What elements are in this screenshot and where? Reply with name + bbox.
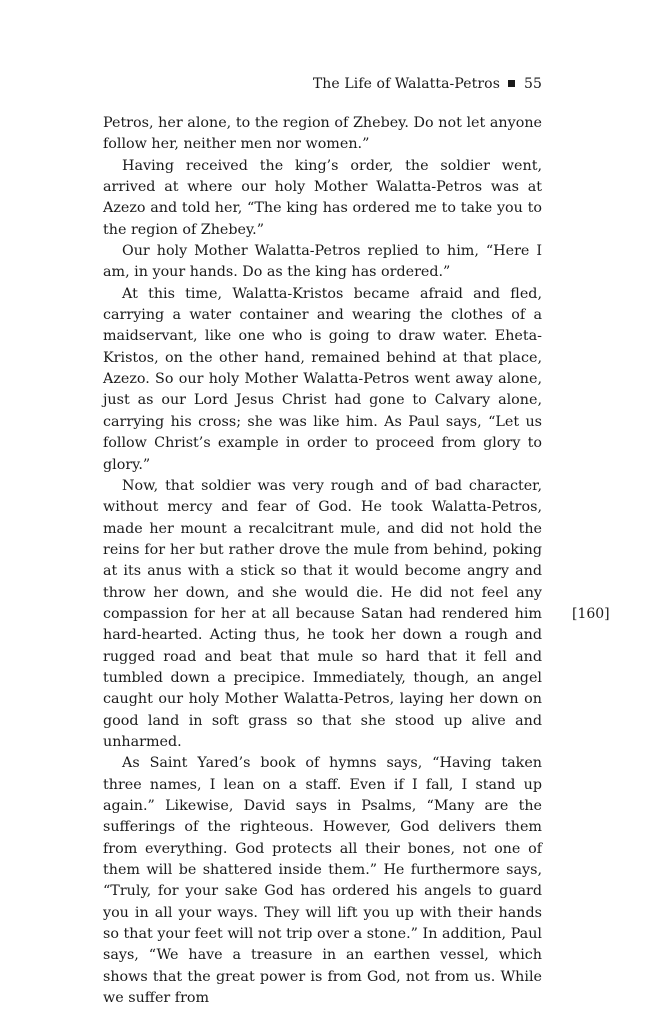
- body-text: [103, 113, 542, 1009]
- paragraph-continuation: Petros, her alone, to the region of Zhebey. Do not let anyone follow her, neither men nor women.”: [103, 115, 542, 153]
- page-number: 55: [523, 76, 542, 92]
- paragraph: At this time, Walatta-Kristos became afraid and fled, carrying a water container and wearing the clothes of a maidservant, like one who is going to draw water. Eheta-Kristos, on the other hand, remained behind at that place, Azezo. So our holy Mother Walatta-Petros went away alone, just as our Lord Jesus Christ had gone to Calvary alone, carrying his cross; she was like him. As Paul says, “Let us follow Christ’s example in order to proceed from glory to glory.”: [103, 285, 542, 473]
- paragraph: As Saint Yared’s book of hymns says, “Having taken three names, I lean on a staff. Even if I fall, I stand up again.” Likewise, David says in Psalms, “Many are the sufferings of the righteous. However, God delivers them from everything. God protects all their bones, not one of them will be shattered inside them.” He furthermore says, “Truly, for your sake God has ordered his angels to guard you in all your ways. They will lift you up with their hands so that your feet will not trip over a stone.” In addition, Paul says, “We have a treasure in an earthen vessel, which shows that the great power is from God, not from us. While we suffer from: [103, 755, 542, 1007]
- running-head: [103, 74, 542, 94]
- paragraph: Having received the king’s order, the soldier went, arrived at where our holy Mother Walatta-Petros was at Azezo and told her, “The king has ordered me to take you to the region of Zhebey.”: [103, 157, 542, 238]
- paragraph: Now, that soldier was very rough and of bad character, without mercy and fear of God. He took Walatta-Petros, made her mount a recalcitrant mule, and did not hold the reins for her but rather drove the mule from behind, poking at its anus with a stick so that it would become angry and throw her down, and she would die. He did not feel any compassion for her at all because Satan had rendered him hard-hearted. Acting thus, he took her down a rough and rugged road and beat that mule so hard that it fell and tumbled down a precipice. Immediately, though, an angel caught our holy Mother Walatta-Petros, laying her down on good land in soft grass so that she stood up alive and unharmed.: [103, 477, 542, 750]
- separator-square-icon: [508, 80, 515, 87]
- margin-reference-number: [160]: [572, 606, 610, 622]
- running-title: The Life of Walatta-Petros: [312, 76, 500, 92]
- paragraph: Our holy Mother Walatta-Petros replied to him, “Here I am, in your hands. Do as the king has ordered.”: [103, 243, 542, 281]
